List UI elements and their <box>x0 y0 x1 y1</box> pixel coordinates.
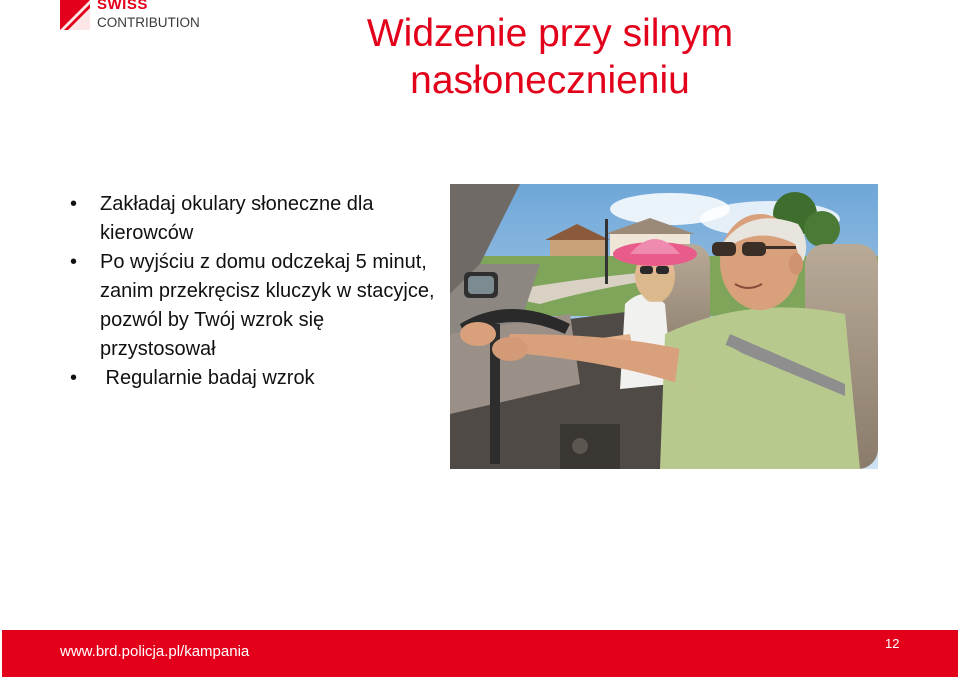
bullet-text: Regularnie badaj wzrok <box>100 367 315 389</box>
logo-text-swiss: SWISS <box>97 0 148 13</box>
bullet-item <box>64 364 444 393</box>
footer-url-link[interactable]: www.brd.policja.pl/kampania <box>60 643 250 660</box>
swiss-contribution-logo <box>60 0 220 34</box>
page-number: 12 <box>885 636 900 651</box>
bullet-list <box>64 190 444 393</box>
bullet-item <box>64 190 444 248</box>
slide-title: Widzenie przy silnym nasłonecznieniu <box>366 12 734 102</box>
bullet-dot-icon: • <box>70 367 78 389</box>
bullet-text: Po wyjściu z domu odczekaj 5 minut, zanim przekręcisz kluczyk w stacyjce, pozwól by Twój wzrok się przystosował <box>100 251 435 360</box>
logo-mark-icon <box>60 0 90 30</box>
bullet-item <box>64 248 444 364</box>
bullet-text: Zakładaj okulary słoneczne dla kierowców <box>100 193 374 244</box>
bullet-dot-icon: • <box>70 193 78 215</box>
bullet-dot-icon: • <box>70 251 78 273</box>
logo-text-contribution: CONTRIBUTION <box>97 15 200 30</box>
photo-couple-driving-convertible <box>450 184 878 469</box>
